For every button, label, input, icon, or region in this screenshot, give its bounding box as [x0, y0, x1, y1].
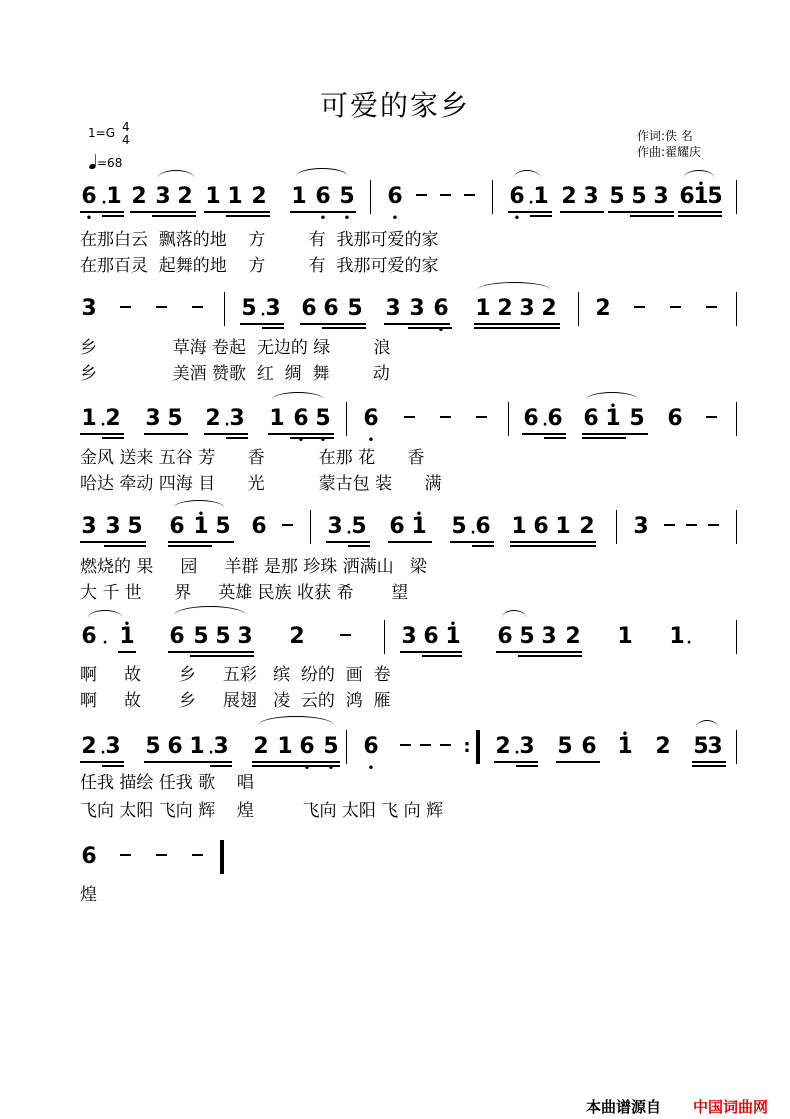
- slur-arc: [502, 610, 526, 625]
- note-digit: 6: [167, 734, 183, 759]
- note-digit: 2: [541, 296, 557, 321]
- note-digit: 6 •: [386, 184, 404, 210]
- note-digit: 5: [629, 406, 645, 431]
- slur-arc: [272, 392, 324, 407]
- note-digit: 1: [291, 184, 307, 209]
- lyrics-verse-2: 飞向 太阳 飞向 辉 煌 飞向 太阳 飞 向 辉: [80, 801, 444, 821]
- note-digit: 5: [127, 514, 143, 539]
- key-signature: 1=G: [88, 126, 115, 140]
- slur-arc: [478, 282, 550, 297]
- sustain-dash: [634, 306, 645, 308]
- note-digit: 5: [451, 514, 467, 539]
- bar-line: [384, 620, 385, 654]
- quarter-note-icon: [88, 157, 97, 169]
- note-digit: 3: [519, 734, 535, 759]
- sustain-dash: [464, 194, 475, 196]
- tempo-value: =68: [97, 156, 123, 170]
- note-digit: 1: [106, 184, 122, 209]
- notation-row: [0, 402, 790, 442]
- note-digit: 3: [265, 296, 281, 321]
- beam-underline: [326, 541, 370, 543]
- sustain-dash: [340, 634, 351, 636]
- note-digit: 1: [475, 296, 491, 321]
- beam-underline: [268, 433, 334, 435]
- bar-line: [578, 292, 579, 326]
- bar-line: [370, 180, 371, 214]
- note-digit: 3: [237, 624, 253, 649]
- beam-underline: [226, 215, 270, 217]
- beam-underline: [80, 433, 124, 435]
- beam-underline: [474, 327, 560, 329]
- note-digit: 1: [617, 624, 633, 649]
- beam-underline: [472, 545, 494, 547]
- beam-underline: [190, 655, 254, 657]
- note-digit: 3: [707, 734, 723, 759]
- beam-underline: [678, 215, 722, 217]
- note-digit: 1: [269, 406, 285, 431]
- source-label: 本曲谱源自: [586, 1098, 662, 1116]
- note-digit: 3: [541, 624, 557, 649]
- note-digit: 3: [145, 406, 161, 431]
- sustain-dash: [706, 306, 717, 308]
- sustain-dash: [440, 416, 451, 418]
- lyricist: 作词:佚 名: [637, 129, 693, 143]
- note-digit: 2: [655, 734, 671, 759]
- note-digit: • 1: [692, 184, 710, 210]
- bar-line: [224, 292, 225, 326]
- lyrics-verse-2: 乡 美酒 赞歌 红 绸 舞 动: [80, 364, 390, 384]
- note-digit: 6: [423, 624, 439, 649]
- beam-underline: [152, 215, 196, 217]
- note-digit: 6 •: [292, 406, 310, 432]
- note-digit: 3: [229, 406, 245, 431]
- beam-underline: [408, 327, 452, 329]
- beam-underline: [130, 211, 196, 213]
- note-digit: 5 •: [322, 734, 340, 760]
- note-digit: 1: [277, 734, 293, 759]
- note-digit: 1: [227, 184, 243, 209]
- beam-underline: [240, 323, 284, 325]
- note-digit: ·: [528, 195, 534, 211]
- note-digit: 1: [81, 406, 97, 431]
- note-digit: ·: [100, 745, 106, 761]
- note-digit: 5: [609, 184, 625, 209]
- tempo-marking: [88, 156, 122, 170]
- sustain-dash: [120, 306, 131, 308]
- note-digit: 3: [385, 296, 401, 321]
- note-digit: ·: [542, 417, 548, 433]
- note-digit: 2: [495, 734, 511, 759]
- sustain-dash: [686, 524, 697, 526]
- beam-underline: [522, 433, 566, 435]
- beam-underline: [388, 541, 432, 543]
- note-digit: 6 •: [508, 184, 526, 210]
- note-digit: • 1: [444, 624, 462, 650]
- beam-underline: [204, 211, 270, 213]
- note-digit: 6: [547, 406, 563, 431]
- beam-underline: [290, 211, 356, 213]
- time-signature: [122, 121, 130, 147]
- beam-underline: [102, 215, 124, 217]
- bar-line: [346, 730, 347, 764]
- note-digit: ·: [686, 635, 692, 651]
- sustain-dash: [440, 194, 451, 196]
- note-digit: • 1: [410, 514, 428, 540]
- note-digit: 2: [105, 406, 121, 431]
- time-signature-top: 4: [122, 120, 130, 134]
- note-digit: 5: [215, 514, 231, 539]
- beam-underline: [204, 433, 248, 435]
- beam-underline: [168, 541, 234, 543]
- beam-underline: [400, 651, 462, 653]
- note-digit: 5: [707, 184, 723, 209]
- note-digit: 1: [189, 734, 205, 759]
- note-digit: 2: [251, 184, 267, 209]
- note-digit: 6: [323, 296, 339, 321]
- beam-underline: [678, 211, 722, 213]
- beam-underline: [474, 323, 560, 325]
- note-digit: ·: [100, 417, 106, 433]
- lyrics-verse-1: 金风 送来 五谷 芳 香 在那 花 香: [80, 448, 425, 468]
- note-digit: 6: [533, 514, 549, 539]
- note-digit: 3: [105, 514, 121, 539]
- lyrics-verse-1: 任我 描绘 任我 歌 唱: [80, 773, 254, 793]
- sustain-dash: [282, 524, 293, 526]
- notation-row: [0, 180, 790, 220]
- note-digit: 6: [497, 624, 513, 649]
- composer: 作曲:翟耀庆: [637, 145, 702, 159]
- sustain-dash: [420, 744, 431, 746]
- note-digit: 1: [669, 624, 685, 649]
- beam-underline: [422, 655, 462, 657]
- note-digit: 1: [555, 514, 571, 539]
- slur-arc: [586, 392, 638, 407]
- beam-underline: [496, 651, 582, 653]
- sustain-dash: [476, 416, 487, 418]
- slur-arc: [174, 500, 224, 515]
- beam-underline: [530, 215, 552, 217]
- lyrics-verse-1: 在那白云 飘落的地 方 有 我那可爱的家: [80, 230, 439, 250]
- note-digit: 2: [579, 514, 595, 539]
- note-digit: 6 •: [362, 406, 380, 432]
- note-digit: 6: [81, 624, 97, 649]
- beam-underline: [322, 327, 366, 329]
- sustain-dash: [670, 306, 681, 308]
- note-digit: ·: [208, 745, 214, 761]
- beam-underline: [252, 765, 340, 767]
- bar-line: [310, 510, 311, 544]
- credits: [637, 128, 701, 160]
- beam-underline: [102, 437, 124, 439]
- beam-underline: [450, 541, 494, 543]
- beam-underline: [544, 437, 566, 439]
- note-digit: 6: [81, 844, 97, 869]
- beam-underline: [144, 761, 188, 763]
- note-digit: 6 •: [314, 184, 332, 210]
- sustain-dash: [708, 524, 719, 526]
- note-digit: 3: [155, 184, 171, 209]
- slur-arc: [258, 716, 334, 735]
- note-digit: ·: [260, 307, 266, 323]
- note-digit: 2: [595, 296, 611, 321]
- bar-line: [736, 180, 737, 214]
- bar-line: [736, 620, 737, 654]
- lyrics-verse-1: 燃烧的 果 园 羊群 是那 珍珠 洒满山 梁: [80, 557, 427, 577]
- note-digit: 5: [693, 734, 709, 759]
- beam-underline: [80, 541, 146, 543]
- note-digit: 5: [145, 734, 161, 759]
- lyrics-verse-2: 哈达 牵动 四海 目 光 蒙古包 装 满: [80, 474, 442, 494]
- beam-underline: [348, 545, 370, 547]
- note-digit: ·: [514, 745, 520, 761]
- lyrics-verse-2: 啊 故 乡 展翅 凌 云的 鸿 雁: [80, 691, 391, 711]
- beam-underline: [118, 651, 136, 653]
- beam-underline: [556, 761, 600, 763]
- note-digit: 6 •: [298, 734, 316, 760]
- beam-underline: [560, 211, 604, 213]
- note-digit: 3: [327, 514, 343, 539]
- beam-underline: [384, 323, 450, 325]
- note-digit: 3: [583, 184, 599, 209]
- slur-arc: [684, 170, 714, 185]
- slur-arc: [158, 170, 194, 185]
- note-digit: 5: [347, 296, 363, 321]
- beam-underline: [226, 437, 248, 439]
- beam-underline: [608, 211, 674, 213]
- note-digit: 3: [81, 514, 97, 539]
- note-digit: 1: [511, 514, 527, 539]
- beam-underline: [692, 765, 726, 767]
- note-digit: 2: [561, 184, 577, 209]
- sustain-dash: [400, 744, 411, 746]
- beam-underline: [104, 545, 146, 547]
- note-digit: 5: [241, 296, 257, 321]
- bar-line: [736, 510, 737, 544]
- note-digit: 6: [581, 734, 597, 759]
- notation-row: [0, 510, 790, 550]
- beam-underline: [692, 761, 726, 763]
- note-digit: 6 •: [362, 734, 380, 760]
- note-digit: 2: [81, 734, 97, 759]
- sustain-dash: [120, 854, 131, 856]
- note-digit: 5 •: [314, 406, 332, 432]
- bar-line: [736, 292, 737, 326]
- song-title: 可爱的家乡: [319, 89, 470, 122]
- note-digit: 6: [523, 406, 539, 431]
- notation-row: [0, 730, 790, 770]
- source-site-link[interactable]: 中国词曲网: [693, 1098, 769, 1116]
- bar-line: [736, 730, 737, 764]
- notation-row: [0, 620, 790, 660]
- beam-underline: [262, 327, 284, 329]
- note-digit: 6 •: [432, 296, 450, 322]
- notation-row: [0, 840, 790, 880]
- sustain-dash: [404, 416, 415, 418]
- beam-underline: [510, 541, 596, 543]
- beam-underline: [516, 765, 538, 767]
- note-digit: 6: [251, 514, 267, 539]
- note-digit: 6: [169, 624, 185, 649]
- note-digit: 2: [497, 296, 513, 321]
- note-digit: 5: [215, 624, 231, 649]
- double-bar-line: [476, 730, 480, 764]
- note-digit: 6 •: [80, 184, 98, 210]
- note-digit: 6: [475, 514, 491, 539]
- beam-underline: [168, 651, 254, 653]
- note-digit: 2: [289, 624, 305, 649]
- note-digit: 3: [409, 296, 425, 321]
- slur-arc: [296, 168, 348, 185]
- beam-underline: [144, 433, 188, 435]
- note-digit: 3: [519, 296, 535, 321]
- slur-arc: [696, 720, 718, 735]
- beam-underline: [582, 433, 648, 435]
- beam-underline: [188, 761, 232, 763]
- note-digit: ·: [470, 525, 476, 541]
- note-digit: 6: [301, 296, 317, 321]
- lyrics-verse-1: 啊 故 乡 五彩 缤 纷的 画 卷: [80, 665, 391, 685]
- beam-underline: [290, 437, 334, 439]
- beam-underline: [210, 765, 232, 767]
- beam-underline: [102, 765, 124, 767]
- beam-underline: [510, 545, 596, 547]
- note-digit: 5: [351, 514, 367, 539]
- note-digit: 3: [213, 734, 229, 759]
- note-digit: 3: [81, 296, 97, 321]
- sustain-dash: [664, 524, 675, 526]
- bar-line: [616, 510, 617, 544]
- note-digit: 1: [533, 184, 549, 209]
- note-digit: 6: [679, 184, 695, 209]
- lyrics-verse-2: 在那百灵 起舞的地 方 有 我那可爱的家: [80, 256, 439, 276]
- slur-arc: [88, 610, 122, 625]
- sustain-dash: [156, 854, 167, 856]
- beam-underline: [80, 761, 124, 763]
- notation-row: [0, 292, 790, 332]
- note-digit: 3: [653, 184, 669, 209]
- beam-underline: [252, 761, 340, 763]
- note-digit: 6: [667, 406, 683, 431]
- slur-arc: [514, 170, 540, 185]
- note-digit: 6: [389, 514, 405, 539]
- note-digit: 2: [177, 184, 193, 209]
- note-digit: 1: [205, 184, 221, 209]
- note-digit: 3: [633, 514, 649, 539]
- note-digit: • 1: [604, 406, 622, 432]
- time-signature-bottom: 4: [122, 133, 130, 147]
- note-digit: 5: [193, 624, 209, 649]
- note-digit: 3: [105, 734, 121, 759]
- note-digit: 2: [131, 184, 147, 209]
- note-digit: • 1: [192, 514, 210, 540]
- sustain-dash: [156, 306, 167, 308]
- note-digit: 5: [167, 406, 183, 431]
- beam-underline: [508, 211, 552, 213]
- note-digit: :: [463, 736, 471, 757]
- beam-underline: [494, 761, 538, 763]
- note-digit: 2: [565, 624, 581, 649]
- sustain-dash: [416, 194, 427, 196]
- note-digit: 6: [169, 514, 185, 539]
- lyrics-verse-1: 乡 草海 卷起 无边的 绿 浪: [80, 338, 391, 358]
- note-digit: 5: [557, 734, 573, 759]
- note-digit: ·: [102, 635, 108, 651]
- beam-underline: [518, 655, 582, 657]
- note-digit: 2: [205, 406, 221, 431]
- beam-underline: [80, 211, 124, 213]
- note-digit: 5: [631, 184, 647, 209]
- double-bar-line: [220, 840, 224, 874]
- sustain-dash: [706, 416, 717, 418]
- bar-line: [736, 402, 737, 436]
- lyrics-verse-1: 煌: [80, 885, 97, 905]
- beam-underline: [630, 215, 674, 217]
- bar-line: [492, 180, 493, 214]
- lyrics-verse-2: 大 千 世 界 英雄 民族 收获 希 望: [80, 583, 409, 603]
- beam-underline: [582, 437, 626, 439]
- beam-underline: [168, 545, 212, 547]
- note-digit: 3: [401, 624, 417, 649]
- slur-arc: [174, 606, 246, 625]
- note-digit: 5: [519, 624, 535, 649]
- note-digit: 5 •: [338, 184, 356, 210]
- note-digit: 2: [253, 734, 269, 759]
- note-digit: ·: [224, 417, 230, 433]
- note-digit: • 1: [616, 734, 634, 760]
- note-digit: 6: [583, 406, 599, 431]
- note-digit: ·: [101, 195, 107, 211]
- sustain-dash: [192, 854, 203, 856]
- sustain-dash: [440, 744, 451, 746]
- sustain-dash: [192, 306, 203, 308]
- note-digit: • 1: [118, 624, 136, 650]
- bar-line: [508, 402, 509, 436]
- beam-underline: [300, 323, 366, 325]
- note-digit: ·: [346, 525, 352, 541]
- bar-line: [346, 402, 347, 436]
